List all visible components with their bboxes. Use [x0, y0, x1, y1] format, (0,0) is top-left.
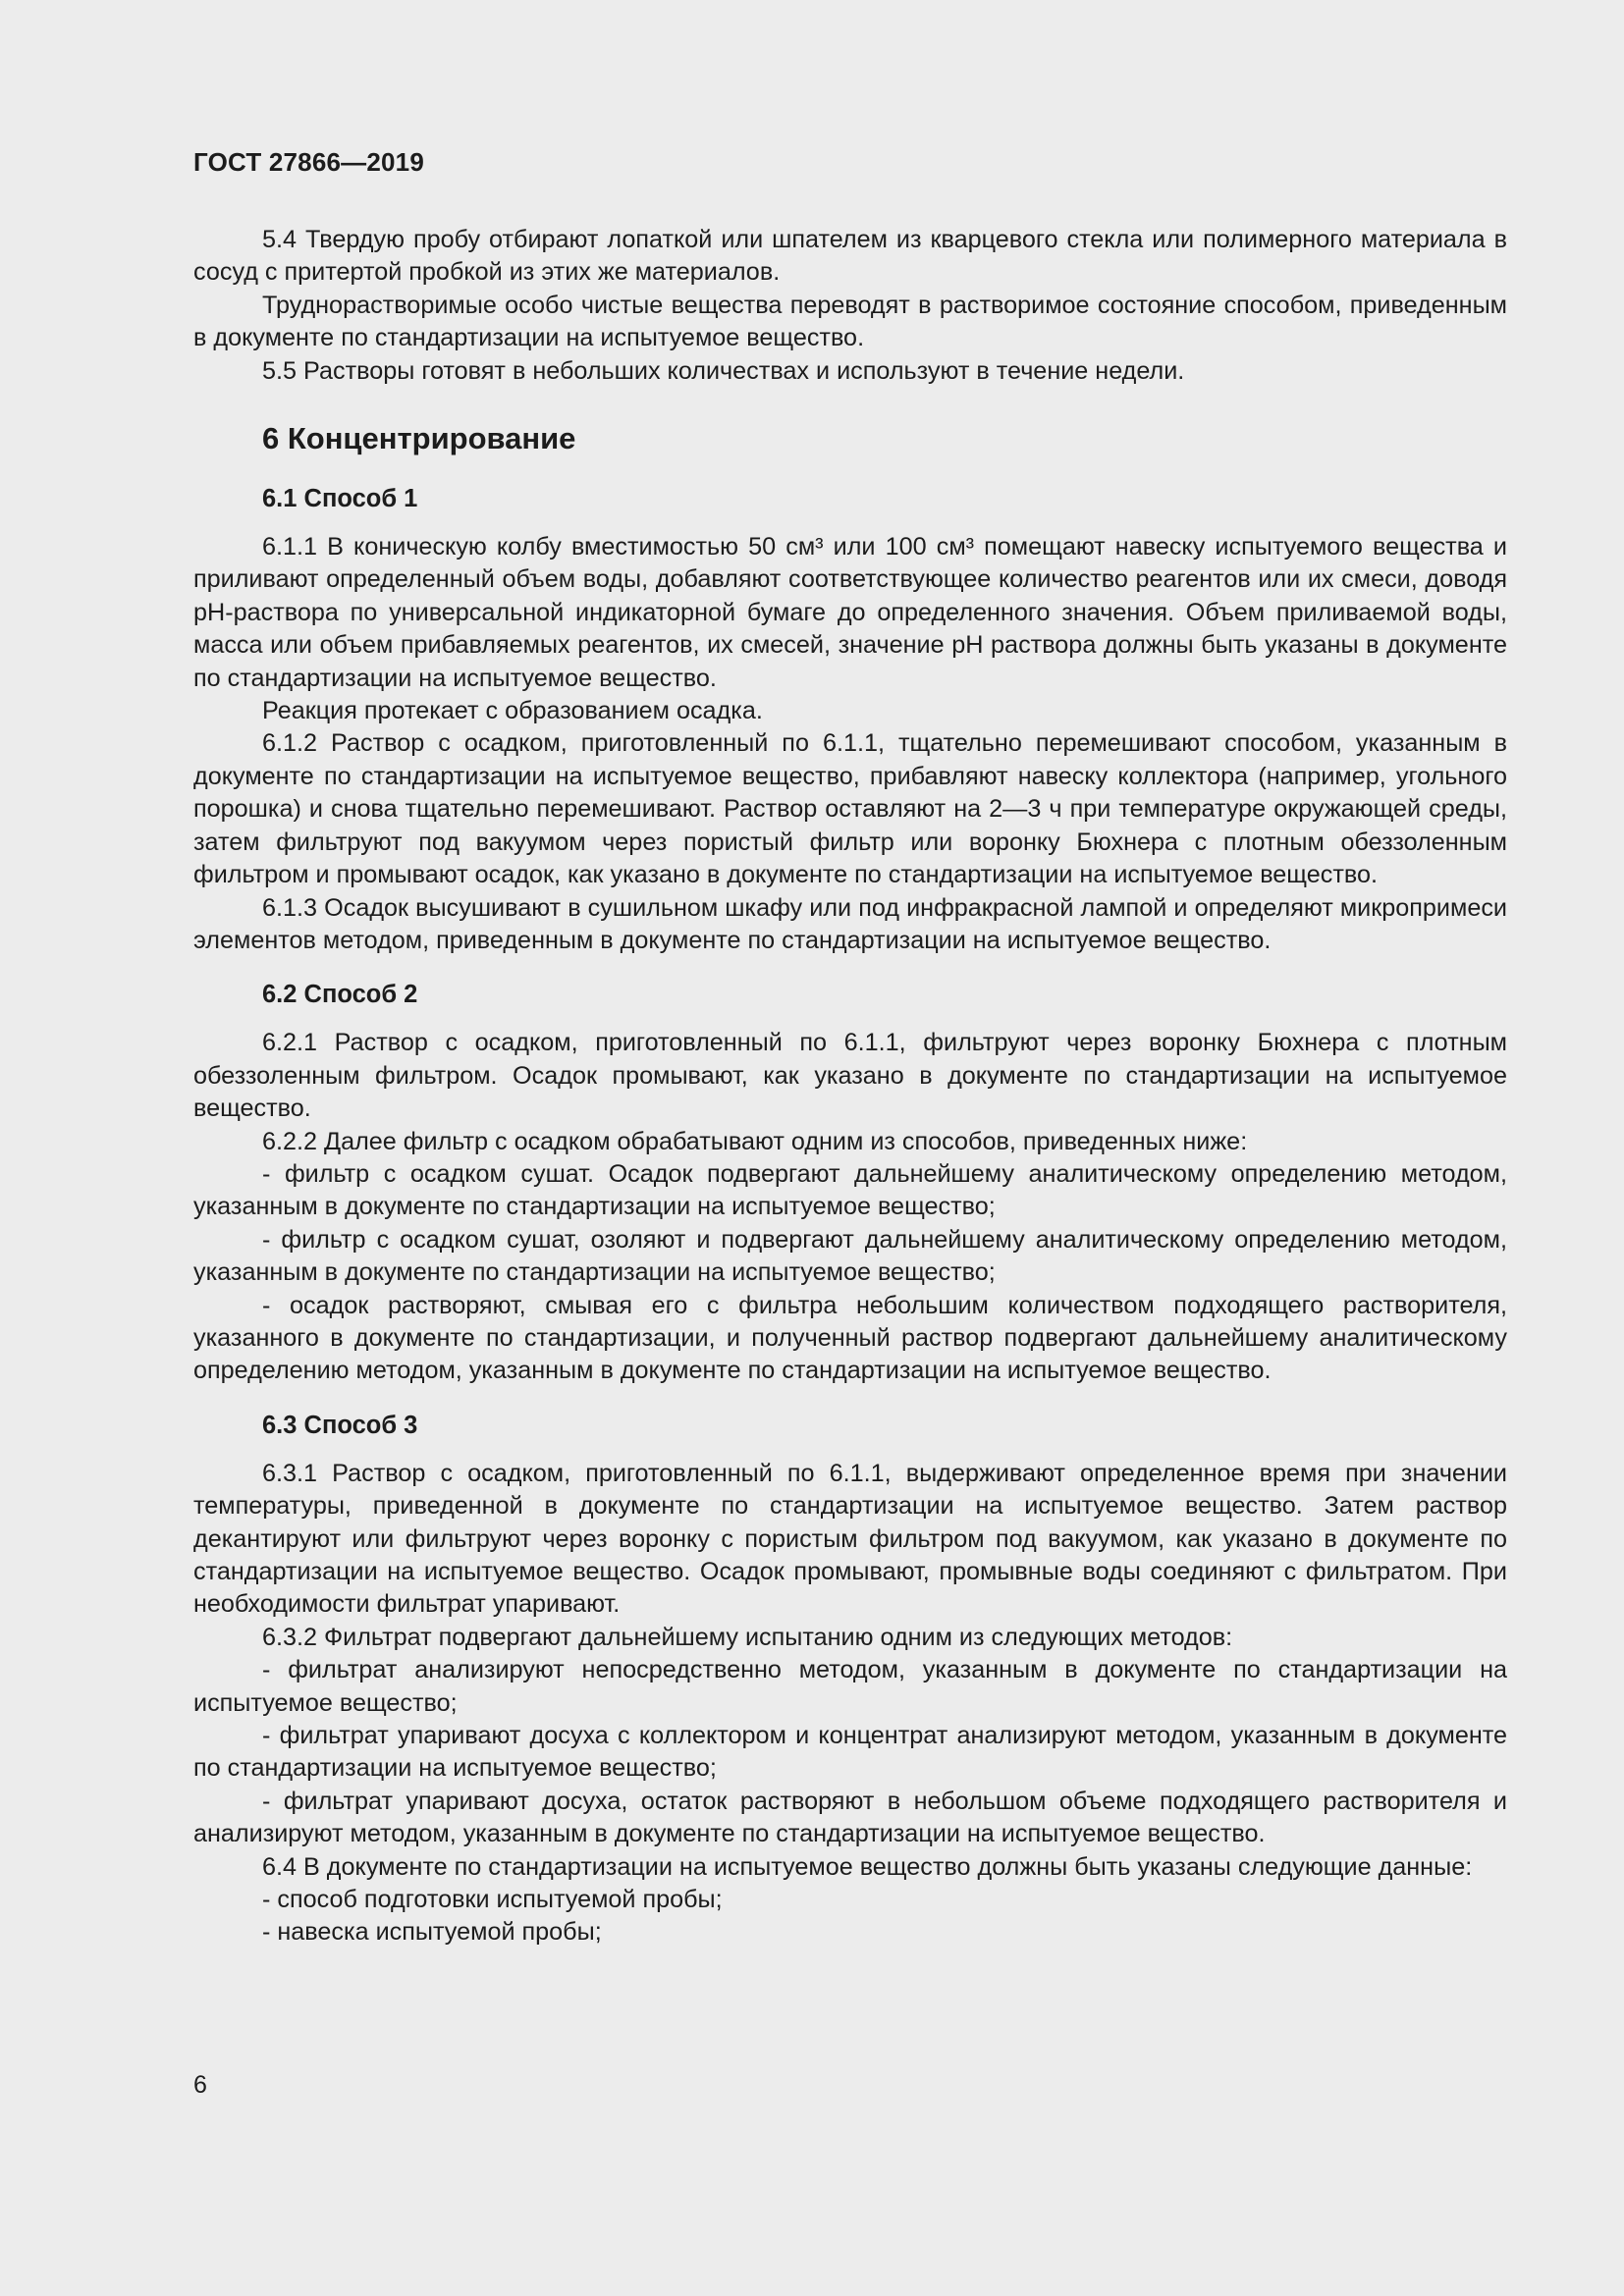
paragraph-6-4: 6.4 В документе по стандартизации на испытуемое вещество должны быть указаны следующие данные: — [262, 1852, 1473, 1881]
document-header: ГОСТ 27866—2019 — [193, 147, 424, 177]
paragraph-6-3-1: 6.3.1 Раствор с осадком, приготовленный по 6.1.1, выдерживают определенное время при значении температуры, приведенной в документе по стандартизации на испытуемое вещество. Затем раствор декантируют или фильтруют через воронку с пористым фильтром под вакуумом, как указано в документе по стандартизации на испытуемое вещество. Осадок промывают, промывные воды соединяют с фильтратом. При необходимости фильтрат упаривают. — [193, 1459, 1507, 1619]
page-number: 6 — [193, 2071, 207, 2099]
list-item: - фильтрат упаривают досуха, остаток растворяют в небольшом объеме подходящего растворителя и анализируют методом, указанным в документе по стандартизации на испытуемое вещество. — [193, 1787, 1507, 1848]
paragraph-6-3-2: 6.3.2 Фильтрат подвергают дальнейшему испытанию одним из следующих методов: — [262, 1623, 1233, 1651]
list-item: - фильтрат анализируют непосредственно методом, указанным в документе по стандартизации на испытуемое вещество; — [193, 1656, 1507, 1717]
paragraph-6-1-2: 6.1.2 Раствор с осадком, приготовленный по 6.1.1, тщательно перемешивают способом, указанным в документе по стандартизации на испытуемое вещество, прибавляют навеску коллектора (например, угольного порошка) и снова тщательно перемешивают. Раствор оставляют на 2—3 ч при температуре окружающей среды, затем фильтруют под вакуумом через пористый фильтр или воронку Бюхнера с плотным обеззоленным фильтром и промывают осадок, как указано в документе по стандартизации на испытуемое вещество. — [193, 729, 1507, 889]
section-heading-6: 6 Концентрирование — [262, 421, 576, 456]
list-item: - навеска испытуемой пробы; — [262, 1918, 602, 1947]
paragraph-6-2-1: 6.2.1 Раствор с осадком, приготовленный по 6.1.1, фильтруют через воронку Бюхнера с плотным обеззоленным фильтром. Осадок промывают, как указано в документе по стандартизации на испытуемое вещество. — [193, 1029, 1507, 1123]
paragraph-5-4-cont: Труднорастворимые особо чистые вещества переводят в растворимое состояние способом, приведенным в документе по стандартизации на испытуемое вещество. — [193, 291, 1507, 352]
subsection-heading-6-2: 6.2 Способ 2 — [262, 981, 418, 1009]
paragraph-6-2-2: 6.2.2 Далее фильтр с осадком обрабатывают одним из способов, приведенных ниже: — [262, 1127, 1248, 1155]
list-item: - фильтрат упаривают досуха с коллектором и концентрат анализируют методом, указанным в документе по стандартизации на испытуемое вещество; — [193, 1722, 1507, 1783]
list-item: - осадок растворяют, смывая его с фильтра небольшим количеством подходящего растворителя, указанного в документе по стандартизации, и полученный раствор подвергают дальнейшему аналитическому определению методом, указанным в документе по стандартизации на испытуемое вещество. — [193, 1291, 1507, 1385]
subsection-heading-6-1: 6.1 Способ 1 — [262, 485, 418, 513]
list-item: - фильтр с осадком сушат, озоляют и подвергают дальнейшему аналитическому определению методом, указанным в документе по стандартизации на испытуемое вещество; — [193, 1225, 1507, 1287]
subsection-heading-6-3: 6.3 Способ 3 — [262, 1411, 418, 1439]
paragraph-6-1-1: 6.1.1 В коническую колбу вместимостью 50 см³ или 100 см³ помещают навеску испытуемого вещества и приливают определенный объем воды, добавляют соответствующее количество реагентов или их смеси, доводя рН-раствора по универсальной индикаторной бумаге до определенного значения. Объем приливаемой воды, масса или объем прибавляемых реагентов, их смесей, значение рН раствора должны быть указаны в документе по стандартизации на испытуемое вещество. — [193, 533, 1507, 692]
document-body — [193, 224, 1507, 1949]
list-item: - способ подготовки испытуемой пробы; — [262, 1886, 723, 1914]
paragraph-6-1-3: 6.1.3 Осадок высушивают в сушильном шкафу или под инфракрасной лампой и определяют микропримеси элементов методом, приведенным в документе по стандартизации на испытуемое вещество. — [193, 893, 1507, 954]
paragraph-6-1-1-cont: Реакция протекает с образованием осадка. — [262, 697, 763, 725]
paragraph-5-5: 5.5 Растворы готовят в небольших количествах и используют в течение недели. — [262, 356, 1185, 385]
list-item: - фильтр с осадком сушат. Осадок подвергают дальнейшему аналитическому определению методом, указанным в документе по стандартизации на испытуемое вещество; — [193, 1159, 1507, 1221]
paragraph-5-4: 5.4 Твердую пробу отбирают лопаткой или шпателем из кварцевого стекла или полимерного материала в сосуд с притертой пробкой из этих же материалов. — [193, 226, 1507, 287]
